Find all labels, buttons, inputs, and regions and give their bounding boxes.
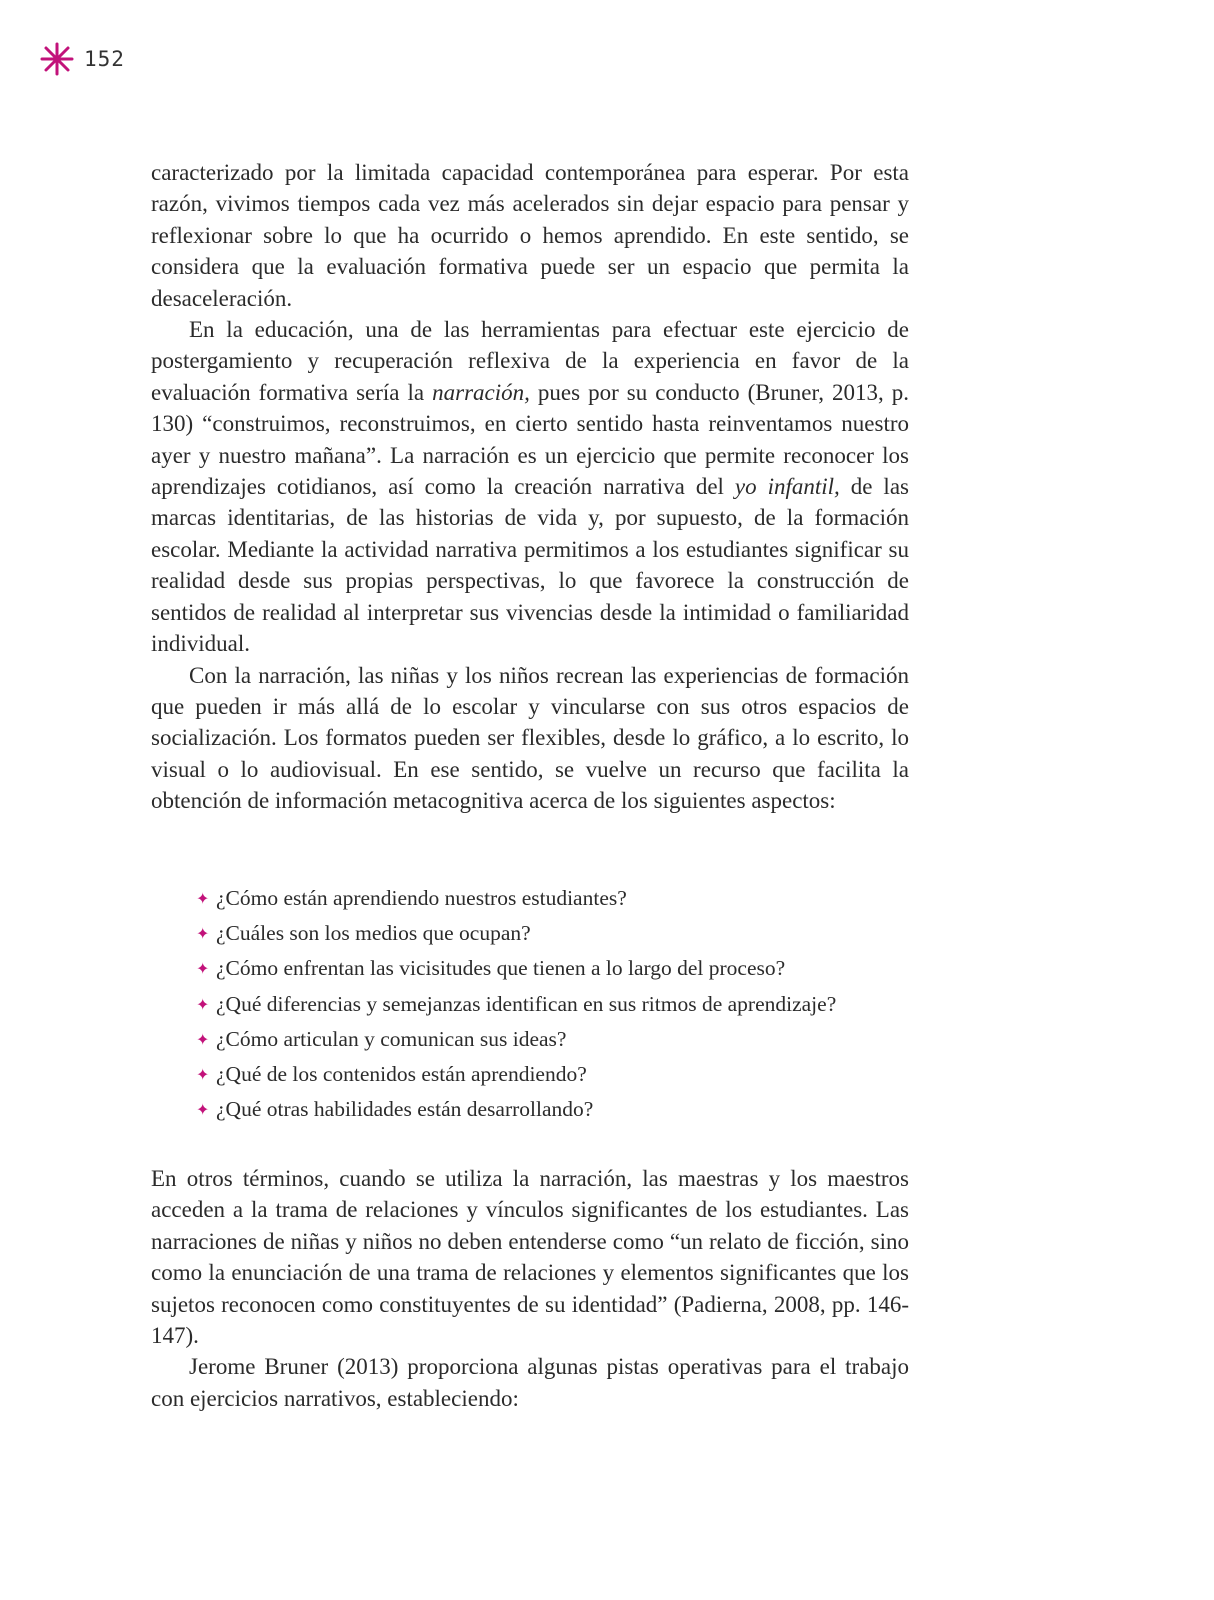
list-item <box>196 916 916 951</box>
paragraph-5: Jerome Bruner (2013) proporciona algunas pistas operativas para el trabajo con ejercicios narrativos, estableciendo: <box>151 1354 909 1411</box>
list-item-text: ¿Qué de los contenidos están aprendiendo? <box>216 1062 587 1087</box>
list-item <box>196 881 916 916</box>
list-item-text: ¿Cómo articulan y comunican sus ideas? <box>216 1026 567 1051</box>
page-header <box>40 42 125 76</box>
paragraph-1: caracterizado por la limitada capacidad contemporánea para esperar. Por esta razón, vivimos tiempos cada vez más acelerados sin dejar espacio para pensar y reflexionar sobre lo que ha ocurrido o hemos aprendido. En este sentido, se considera que la evaluación formativa puede ser un espacio que permita la desaceleración. <box>151 160 909 311</box>
paragraph-2 <box>151 314 909 659</box>
list-item <box>196 987 916 1022</box>
list-item <box>196 1092 916 1127</box>
paragraph-3: Con la narración, las niñas y los niños recrean las experiencias de formación que pueden ir más allá de lo escolar y vincularse con sus otros espacios de socialización. Los formatos pueden ser flexibles, desde lo gráfico, a lo escrito, lo visual o lo audiovisual. En ese sentido, se vuelve un recurso que facilita la obtención de información metacognitiva acerca de los siguientes aspectos: <box>151 662 909 814</box>
paragraph-2-part1: En la educación, una de las herramientas para efectuar este ejercicio de postergamiento y recuperación reflexiva de la experiencia en favor de la evaluación formativa sería la <box>151 317 909 405</box>
body-text-bottom <box>151 1163 909 1414</box>
asterisk-icon <box>40 42 74 76</box>
list-item-text: ¿Cómo enfrentan las vicisitudes que tienen a lo largo del proceso? <box>216 956 786 981</box>
paragraph-2-italic-narracion: narración, <box>432 379 530 405</box>
list-item <box>196 1022 916 1057</box>
paragraph-2-italic-yo-infantil: yo infantil, <box>734 474 840 500</box>
list-item-text: ¿Cómo están aprendiendo nuestros estudiantes? <box>216 886 627 910</box>
bullet-icon: ✦ <box>196 959 210 979</box>
bullet-icon: ✦ <box>196 1100 210 1120</box>
bullet-icon: ✦ <box>196 1065 210 1085</box>
bullet-icon: ✦ <box>196 924 210 944</box>
list-item <box>196 951 916 986</box>
paragraph-4: En otros términos, cuando se utiliza la narración, las maestras y los maestros acceden a la trama de relaciones y vínculos significantes de los estudiantes. Las narraciones de niñas y niños no deben entenderse como “un relato de ficción, sino como la enunciación de una trama de relaciones y elementos significantes que los sujetos reconocen como constituyentes de su identidad” (Padierna, 2008, pp. 146-147). <box>151 1166 909 1349</box>
question-list <box>196 881 916 1127</box>
list-item <box>196 1057 916 1092</box>
paragraph-2-part2: pues por su conducto (Bruner, 2013, p. 130) “construimos, reconstruimos, en cierto sentido hasta reinventamos nuestro ayer y nuestro mañana”. La narración es un ejercicio que permite reconocer los aprendizajes cotidianos, así como la creación narrativa del <box>151 379 909 500</box>
bullet-icon: ✦ <box>196 1029 210 1049</box>
body-text-top <box>151 157 909 817</box>
list-item-text: ¿Qué otras habilidades están desarrollando? <box>216 1097 594 1122</box>
page-number: 152 <box>84 47 125 71</box>
list-item-text: ¿Qué diferencias y semejanzas identifican en sus ritmos de aprendizaje? <box>216 991 837 1016</box>
bullet-icon: ✦ <box>196 994 210 1014</box>
paragraph-2-part3: de las marcas identitarias, de las historias de vida y, por supuesto, de la formación escolar. Mediante la actividad narrativa permitimos a los estudiantes significar su realidad desde sus propias perspectivas, lo que favorece la construcción de sentidos de realidad al interpretar sus vivencias desde la intimidad o familiaridad individual. <box>151 474 909 657</box>
list-item-text: ¿Cuáles son los medios que ocupan? <box>216 921 531 946</box>
bullet-icon: ✦ <box>196 889 210 908</box>
